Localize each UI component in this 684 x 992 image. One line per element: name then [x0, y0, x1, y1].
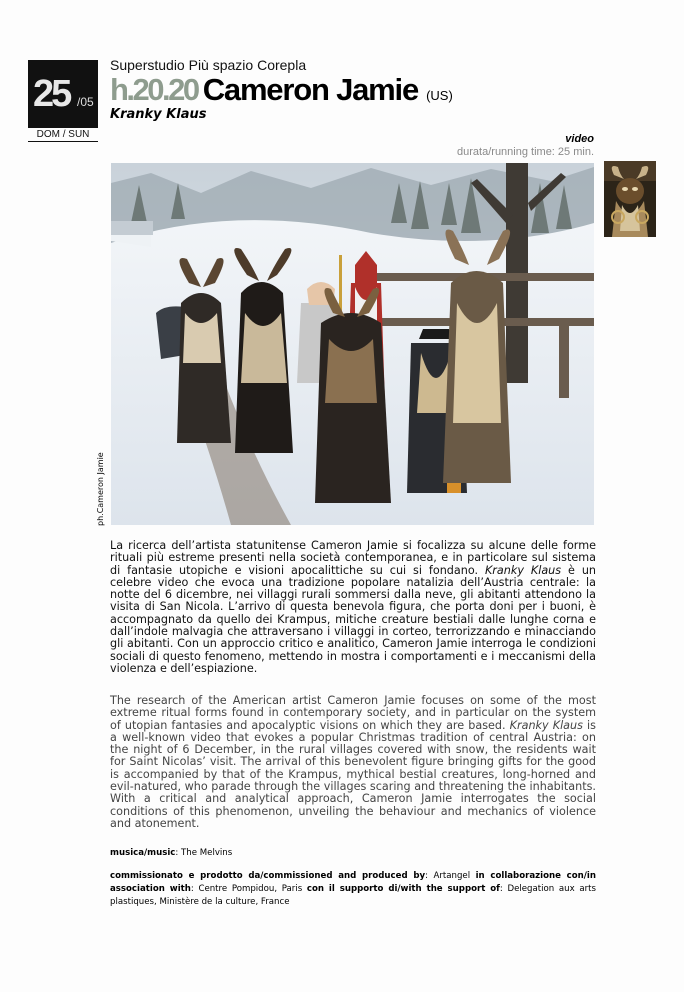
- description-it-part1: La ricerca dell’artista statunitense Cameron Jamie si focalizza su alcune delle forme rituali più estreme presenti nella società contemporanea, e in particolare sul sistema di fantasie utopiche e visioni apocalittiche su cui si fondano.: [110, 539, 596, 577]
- work-title: Kranky Klaus: [110, 107, 207, 122]
- description-it-part2: è un celebre video che evoca una tradizione popolare natalizia dell’Austria centrale: la notte del 6 dicembre, nei villaggi rurali sommersi dalla neve, gli abitanti attendono la visita di San Nicola. L’arrivo di questa benevola figura, che porta doni per i buoni, è accompagnato da quello dei Krampus, mitiche creature bestiali dalle lunghe corna e dall’indole malvagia che attraversano i villaggi in corteo, terrorizzando e minacciando gli abitanti. Con un approccio critico e analitico, Cameron Jamie interroga le condizioni sociali di questo fenomeno, mettendo in mostra i comportamenti e i meccanismi della violenza e dell’espiazione.: [110, 563, 596, 675]
- description-en-title: Kranky Klaus: [509, 718, 583, 732]
- event-time: h.20.20: [110, 72, 198, 107]
- commissioned-label: commissionato e prodotto da/commissioned and produced by: [110, 871, 426, 881]
- running-time: durata/running time: 25 min.: [457, 146, 594, 158]
- support-label: con il supporto di/with the support of: [306, 884, 500, 894]
- production-credits: [110, 870, 596, 909]
- description-it-title: Kranky Klaus: [484, 563, 562, 577]
- music-label: musica/music: [110, 848, 176, 858]
- description-english: [110, 695, 596, 830]
- date-day: 25: [33, 73, 70, 115]
- photo-credit: ph.Cameron Jamie: [96, 452, 105, 526]
- venue-name: Superstudio Più spazio Corepla: [110, 57, 307, 73]
- thumbnail-image: [604, 161, 656, 237]
- music-value: : The Melvins: [175, 848, 233, 858]
- artist-country: (US): [426, 88, 453, 103]
- work-medium: video: [565, 133, 594, 145]
- event-photo: [111, 163, 594, 525]
- association-label: in collaborazione con/in association with: [110, 871, 596, 894]
- support-value: : Delegation aux arts plastiques, Ministère de la culture, France: [110, 884, 596, 907]
- date-box: [28, 60, 98, 128]
- event-headline: [110, 72, 453, 108]
- description-en-part2: is a well-known video that evokes a popular Christmas tradition of central Austria: on the night of 6 December, in the rural villages covered with snow, the residents wait for Saint Nicolas’ visit. The arrival of this benevolent figure bringing gifts for the good is accompanied by that of the Krampus, mythical bestial creatures, long-horned and evil-natured, who parade through the villages scaring and threatening the inhabitants. With a critical and analytical approach, Cameron Jamie interrogates the social conditions of this phenomenon, unveiling the behaviour and mechanics of violence and atonement.: [110, 718, 596, 830]
- artist-name: Cameron Jamie: [202, 72, 418, 107]
- commissioned-value: : Artangel: [425, 871, 476, 881]
- description-italian: [110, 540, 596, 675]
- description-en-part1: The research of the American artist Cameron Jamie focuses on some of the most extreme ritual forms found in contemporary society, and in particular on the system of utopian fantasies and apocalyptic visions on which they are based.: [110, 694, 596, 732]
- association-value: : Centre Pompidou, Paris: [190, 884, 307, 894]
- weekday-label: DOM / SUN: [28, 129, 98, 142]
- date-month: /05: [77, 95, 94, 109]
- music-credit: [110, 847, 596, 860]
